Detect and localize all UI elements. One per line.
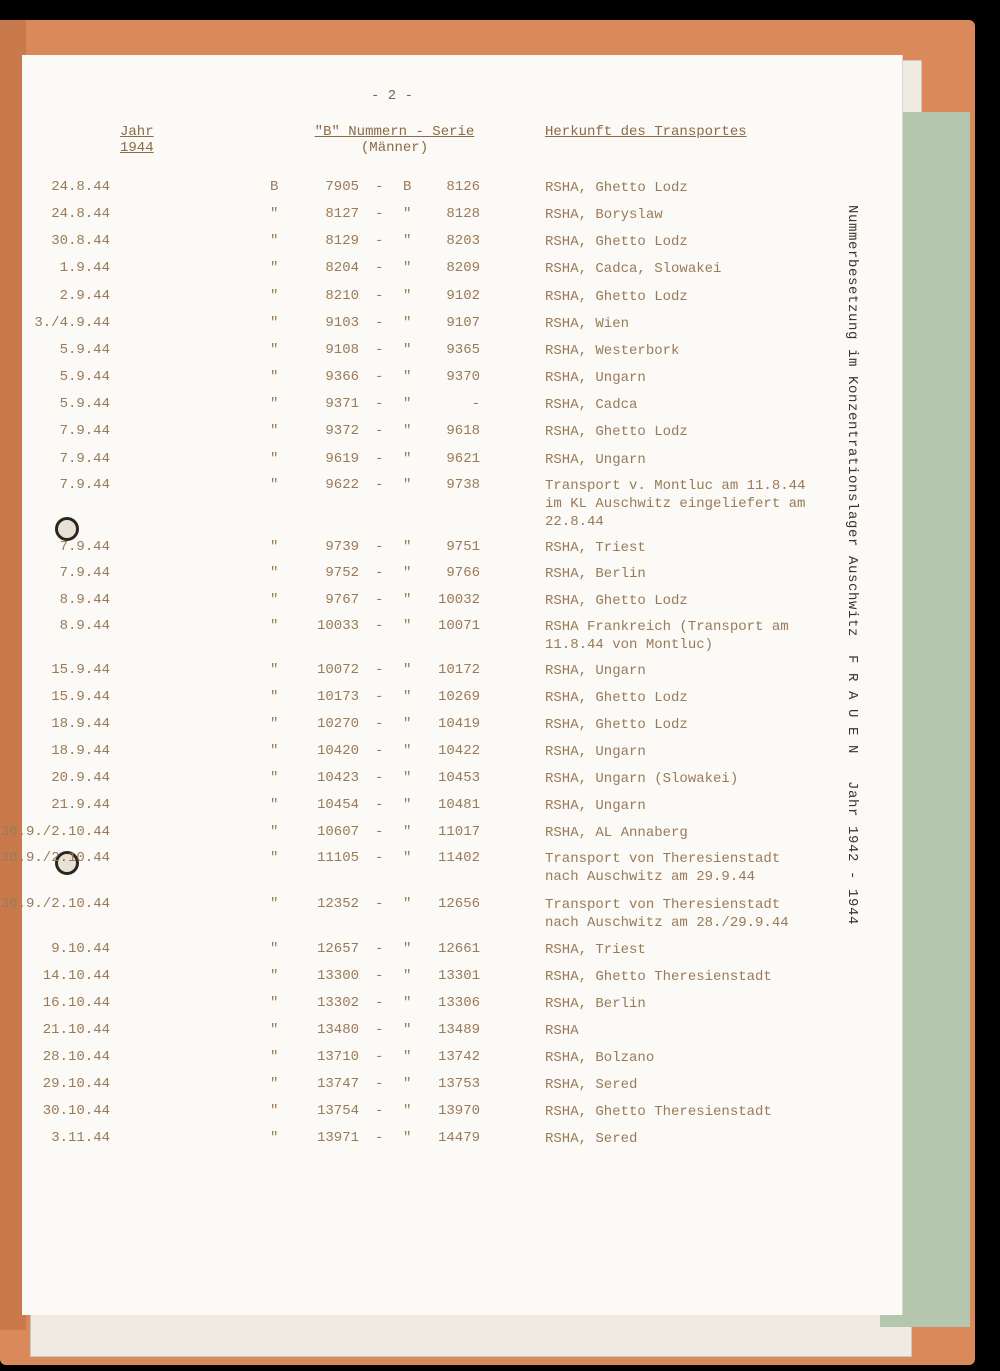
row-date: 7.9.44 <box>59 539 110 555</box>
row-origin: Transport von Theresienstadt nach Auschwitz am 29.9.44 <box>545 851 781 885</box>
row-dash: - <box>375 1076 384 1092</box>
row-prefix-from: " <box>270 477 279 493</box>
row-prefix-to: " <box>403 1049 412 1065</box>
row-prefix-from: " <box>270 342 279 358</box>
row-prefix-to: " <box>403 369 412 385</box>
row-prefix-to: B <box>403 179 412 195</box>
row-number-from: 9371 <box>325 396 359 412</box>
column-header-series <box>302 124 487 156</box>
row-prefix-from: " <box>270 850 279 866</box>
year-value: 1944 <box>120 140 154 156</box>
row-date: 2.9.44 <box>59 288 110 304</box>
row-origin: RSHA, Ghetto Lodz <box>545 289 688 305</box>
row-prefix-from: B <box>270 179 279 195</box>
row-dash: - <box>375 689 384 705</box>
row-dash: - <box>375 451 384 467</box>
row-number-to: 9370 <box>446 369 480 385</box>
row-prefix-from: " <box>270 260 279 276</box>
row-prefix-to: " <box>403 716 412 732</box>
row-number-to: 12661 <box>437 941 480 957</box>
row-number-to: 10172 <box>437 662 480 678</box>
row-prefix-from: " <box>270 770 279 786</box>
row-number-from: 10173 <box>316 689 359 705</box>
row-number-from: 8127 <box>325 206 359 222</box>
row-prefix-to: " <box>403 342 412 358</box>
row-origin: RSHA, AL Annaberg <box>545 825 688 841</box>
row-prefix-to: " <box>403 233 412 249</box>
row-dash: - <box>375 592 384 608</box>
row-number-to: 10422 <box>437 743 480 759</box>
row-number-from: 10607 <box>316 824 359 840</box>
row-prefix-to: " <box>403 1130 412 1146</box>
row-origin: RSHA, Sered <box>545 1077 638 1093</box>
row-number-from: 7905 <box>325 179 359 195</box>
row-number-from: 13747 <box>316 1076 359 1092</box>
row-prefix-from: " <box>270 1076 279 1092</box>
row-prefix-to: " <box>403 824 412 840</box>
row-number-to: 13306 <box>437 995 480 1011</box>
row-origin: RSHA, Bolzano <box>545 1050 655 1066</box>
row-origin: RSHA, Boryslaw <box>545 207 663 223</box>
row-prefix-from: " <box>270 797 279 813</box>
origin-label: Herkunft des Transportes <box>545 124 747 140</box>
row-prefix-from: " <box>270 396 279 412</box>
series-label: "B" Nummern - Serie <box>314 124 475 140</box>
row-prefix-to: " <box>403 770 412 786</box>
row-dash: - <box>375 770 384 786</box>
row-origin: RSHA, Ghetto Lodz <box>545 424 688 440</box>
row-number-from: 10423 <box>316 770 359 786</box>
row-dash: - <box>375 743 384 759</box>
row-origin: RSHA, Wien <box>545 316 630 332</box>
row-prefix-from: " <box>270 824 279 840</box>
punch-hole-upper <box>55 517 79 541</box>
row-origin: RSHA, Ghetto Theresienstadt <box>545 1104 772 1120</box>
row-number-from: 12657 <box>316 941 359 957</box>
row-origin: RSHA Frankreich (Transport am 11.8.44 von Montluc) <box>545 619 789 653</box>
row-prefix-to: " <box>403 995 412 1011</box>
row-number-from: 9739 <box>325 539 359 555</box>
row-number-from: 9366 <box>325 369 359 385</box>
row-date: 8.9.44 <box>59 618 110 634</box>
row-prefix-from: " <box>270 423 279 439</box>
row-number-to: 13970 <box>437 1103 480 1119</box>
row-number-from: 9622 <box>325 477 359 493</box>
row-date: 7.9.44 <box>59 565 110 581</box>
row-date: 15.9.44 <box>51 662 110 678</box>
row-prefix-to: " <box>403 260 412 276</box>
row-date: 29.10.44 <box>42 1076 110 1092</box>
row-prefix-to: " <box>403 689 412 705</box>
row-date: 3./4.9.44 <box>34 315 110 331</box>
row-prefix-from: " <box>270 592 279 608</box>
row-date: 7.9.44 <box>59 423 110 439</box>
row-number-from: 13302 <box>316 995 359 1011</box>
row-number-from: 13710 <box>316 1049 359 1065</box>
row-number-from: 11105 <box>316 850 359 866</box>
row-date: 21.10.44 <box>42 1022 110 1038</box>
row-prefix-from: " <box>270 539 279 555</box>
row-number-to: 9621 <box>446 451 480 467</box>
row-dash: - <box>375 342 384 358</box>
row-number-to: 13301 <box>437 968 480 984</box>
row-number-from: 9372 <box>325 423 359 439</box>
row-prefix-to: " <box>403 797 412 813</box>
row-number-to: 13489 <box>437 1022 480 1038</box>
row-prefix-to: " <box>403 451 412 467</box>
row-date: 18.9.44 <box>51 743 110 759</box>
row-origin: RSHA, Berlin <box>545 996 646 1012</box>
row-date: 28.10.44 <box>42 1049 110 1065</box>
row-dash: - <box>375 539 384 555</box>
row-origin: RSHA <box>545 1023 579 1039</box>
row-prefix-from: " <box>270 689 279 705</box>
row-prefix-from: " <box>270 941 279 957</box>
row-prefix-from: " <box>270 618 279 634</box>
row-dash: - <box>375 477 384 493</box>
row-number-to: 10071 <box>437 618 480 634</box>
row-number-from: 9767 <box>325 592 359 608</box>
row-origin: RSHA, Ungarn <box>545 452 646 468</box>
row-date: 30.8.44 <box>51 233 110 249</box>
row-prefix-to: " <box>403 743 412 759</box>
row-number-to: 9365 <box>446 342 480 358</box>
row-prefix-to: " <box>403 662 412 678</box>
row-number-to: 8128 <box>446 206 480 222</box>
row-number-from: 10033 <box>316 618 359 634</box>
row-date: 14.10.44 <box>42 968 110 984</box>
row-number-from: 12352 <box>316 896 359 912</box>
row-origin: RSHA, Cadca <box>545 397 638 413</box>
row-prefix-to: " <box>403 1022 412 1038</box>
row-origin: RSHA, Sered <box>545 1131 638 1147</box>
row-number-to: - <box>471 396 480 412</box>
row-origin: Transport von Theresienstadt nach Auschwitz am 28./29.9.44 <box>545 897 789 931</box>
row-date: 7.9.44 <box>59 451 110 467</box>
row-prefix-from: " <box>270 968 279 984</box>
row-date: 24.8.44 <box>51 206 110 222</box>
row-dash: - <box>375 850 384 866</box>
row-number-to: 12656 <box>437 896 480 912</box>
row-number-to: 8126 <box>446 179 480 195</box>
row-prefix-to: " <box>403 1103 412 1119</box>
row-dash: - <box>375 941 384 957</box>
row-number-to: 10032 <box>437 592 480 608</box>
row-dash: - <box>375 288 384 304</box>
row-prefix-to: " <box>403 539 412 555</box>
row-number-to: 10481 <box>437 797 480 813</box>
row-number-to: 10419 <box>437 716 480 732</box>
row-number-to: 13753 <box>437 1076 480 1092</box>
row-number-to: 9738 <box>446 477 480 493</box>
row-dash: - <box>375 206 384 222</box>
row-dash: - <box>375 565 384 581</box>
row-prefix-from: " <box>270 206 279 222</box>
row-origin: RSHA, Ungarn <box>545 370 646 386</box>
row-number-from: 9108 <box>325 342 359 358</box>
row-number-from: 10420 <box>316 743 359 759</box>
row-dash: - <box>375 260 384 276</box>
row-date: 30.10.44 <box>42 1103 110 1119</box>
row-prefix-from: " <box>270 451 279 467</box>
row-dash: - <box>375 797 384 813</box>
row-origin: RSHA, Westerbork <box>545 343 680 359</box>
row-date: 15.9.44 <box>51 689 110 705</box>
row-number-to: 10453 <box>437 770 480 786</box>
row-origin: RSHA, Ghetto Theresienstadt <box>545 969 772 985</box>
row-date: 30.9./2.10.44 <box>0 896 110 912</box>
row-date: 30.9./2.10.44 <box>0 824 110 840</box>
row-number-to: 8203 <box>446 233 480 249</box>
row-dash: - <box>375 179 384 195</box>
row-prefix-from: " <box>270 716 279 732</box>
row-prefix-to: " <box>403 896 412 912</box>
row-date: 5.9.44 <box>59 342 110 358</box>
side-title: Nummerbesetzung im Konzentrationslager Auschwitz F R A U E N Jahr 1942 - 1944 <box>844 204 860 926</box>
row-prefix-from: " <box>270 1130 279 1146</box>
row-prefix-from: " <box>270 743 279 759</box>
row-number-from: 10270 <box>316 716 359 732</box>
row-prefix-from: " <box>270 233 279 249</box>
row-number-from: 8129 <box>325 233 359 249</box>
row-date: 8.9.44 <box>59 592 110 608</box>
row-dash: - <box>375 1049 384 1065</box>
row-prefix-from: " <box>270 896 279 912</box>
row-prefix-to: " <box>403 288 412 304</box>
row-date: 3.11.44 <box>51 1130 110 1146</box>
row-origin: RSHA, Berlin <box>545 566 646 582</box>
row-date: 18.9.44 <box>51 716 110 732</box>
row-origin: RSHA, Triest <box>545 540 646 556</box>
row-dash: - <box>375 233 384 249</box>
row-dash: - <box>375 1103 384 1119</box>
row-origin: RSHA, Cadca, Slowakei <box>545 261 722 277</box>
row-dash: - <box>375 369 384 385</box>
row-origin: RSHA, Ghetto Lodz <box>545 717 688 733</box>
row-origin: RSHA, Ungarn <box>545 744 646 760</box>
row-number-to: 11402 <box>437 850 480 866</box>
row-prefix-to: " <box>403 592 412 608</box>
row-dash: - <box>375 423 384 439</box>
row-dash: - <box>375 716 384 732</box>
row-date: 5.9.44 <box>59 396 110 412</box>
row-number-to: 13742 <box>437 1049 480 1065</box>
row-number-to: 10269 <box>437 689 480 705</box>
row-number-from: 8204 <box>325 260 359 276</box>
row-number-from: 13754 <box>316 1103 359 1119</box>
row-prefix-to: " <box>403 618 412 634</box>
row-date: 20.9.44 <box>51 770 110 786</box>
row-prefix-to: " <box>403 1076 412 1092</box>
row-origin: RSHA, Ghetto Lodz <box>545 234 688 250</box>
row-dash: - <box>375 995 384 1011</box>
row-number-to: 9102 <box>446 288 480 304</box>
row-number-to: 9766 <box>446 565 480 581</box>
row-number-to: 9751 <box>446 539 480 555</box>
row-number-from: 13300 <box>316 968 359 984</box>
row-prefix-to: " <box>403 850 412 866</box>
row-dash: - <box>375 396 384 412</box>
row-number-to: 9618 <box>446 423 480 439</box>
row-dash: - <box>375 618 384 634</box>
row-prefix-to: " <box>403 968 412 984</box>
row-number-to: 11017 <box>437 824 480 840</box>
row-dash: - <box>375 968 384 984</box>
row-dash: - <box>375 896 384 912</box>
row-date: 7.9.44 <box>59 477 110 493</box>
row-prefix-from: " <box>270 662 279 678</box>
row-number-from: 8210 <box>325 288 359 304</box>
column-header-year <box>120 124 154 156</box>
row-prefix-from: " <box>270 315 279 331</box>
row-dash: - <box>375 824 384 840</box>
row-date: 1.9.44 <box>59 260 110 276</box>
row-prefix-to: " <box>403 477 412 493</box>
year-label: Jahr <box>120 124 154 140</box>
row-prefix-from: " <box>270 1022 279 1038</box>
row-number-from: 9752 <box>325 565 359 581</box>
row-prefix-to: " <box>403 565 412 581</box>
row-prefix-to: " <box>403 206 412 222</box>
row-number-from: 10072 <box>316 662 359 678</box>
row-origin: RSHA, Ghetto Lodz <box>545 180 688 196</box>
row-origin: Transport v. Montluc am 11.8.44 im KL Auschwitz eingeliefert am 22.8.44 <box>545 478 806 530</box>
row-date: 5.9.44 <box>59 369 110 385</box>
row-prefix-from: " <box>270 288 279 304</box>
row-prefix-from: " <box>270 565 279 581</box>
row-origin: RSHA, Ghetto Lodz <box>545 593 688 609</box>
row-date: 21.9.44 <box>51 797 110 813</box>
row-date: 30.9./2.10.44 <box>0 850 110 866</box>
row-date: 9.10.44 <box>51 941 110 957</box>
column-header-origin <box>545 124 747 140</box>
row-dash: - <box>375 315 384 331</box>
row-dash: - <box>375 1130 384 1146</box>
row-prefix-from: " <box>270 369 279 385</box>
row-prefix-from: " <box>270 1049 279 1065</box>
row-prefix-to: " <box>403 941 412 957</box>
row-number-from: 10454 <box>316 797 359 813</box>
row-dash: - <box>375 662 384 678</box>
row-origin: RSHA, Ungarn <box>545 663 646 679</box>
row-number-from: 13480 <box>316 1022 359 1038</box>
page-number: - 2 - <box>371 88 414 104</box>
row-number-to: 8209 <box>446 260 480 276</box>
row-date: 24.8.44 <box>51 179 110 195</box>
row-origin: RSHA, Triest <box>545 942 646 958</box>
row-prefix-to: " <box>403 315 412 331</box>
row-number-to: 14479 <box>437 1130 480 1146</box>
row-prefix-to: " <box>403 396 412 412</box>
row-number-from: 9619 <box>325 451 359 467</box>
row-number-from: 9103 <box>325 315 359 331</box>
row-origin: RSHA, Ungarn (Slowakei) <box>545 771 739 787</box>
row-prefix-from: " <box>270 995 279 1011</box>
row-number-from: 13971 <box>316 1130 359 1146</box>
series-sub: (Männer) <box>360 140 429 156</box>
row-prefix-to: " <box>403 423 412 439</box>
row-prefix-from: " <box>270 1103 279 1119</box>
row-date: 16.10.44 <box>42 995 110 1011</box>
row-origin: RSHA, Ungarn <box>545 798 646 814</box>
row-dash: - <box>375 1022 384 1038</box>
row-origin: RSHA, Ghetto Lodz <box>545 690 688 706</box>
row-number-to: 9107 <box>446 315 480 331</box>
